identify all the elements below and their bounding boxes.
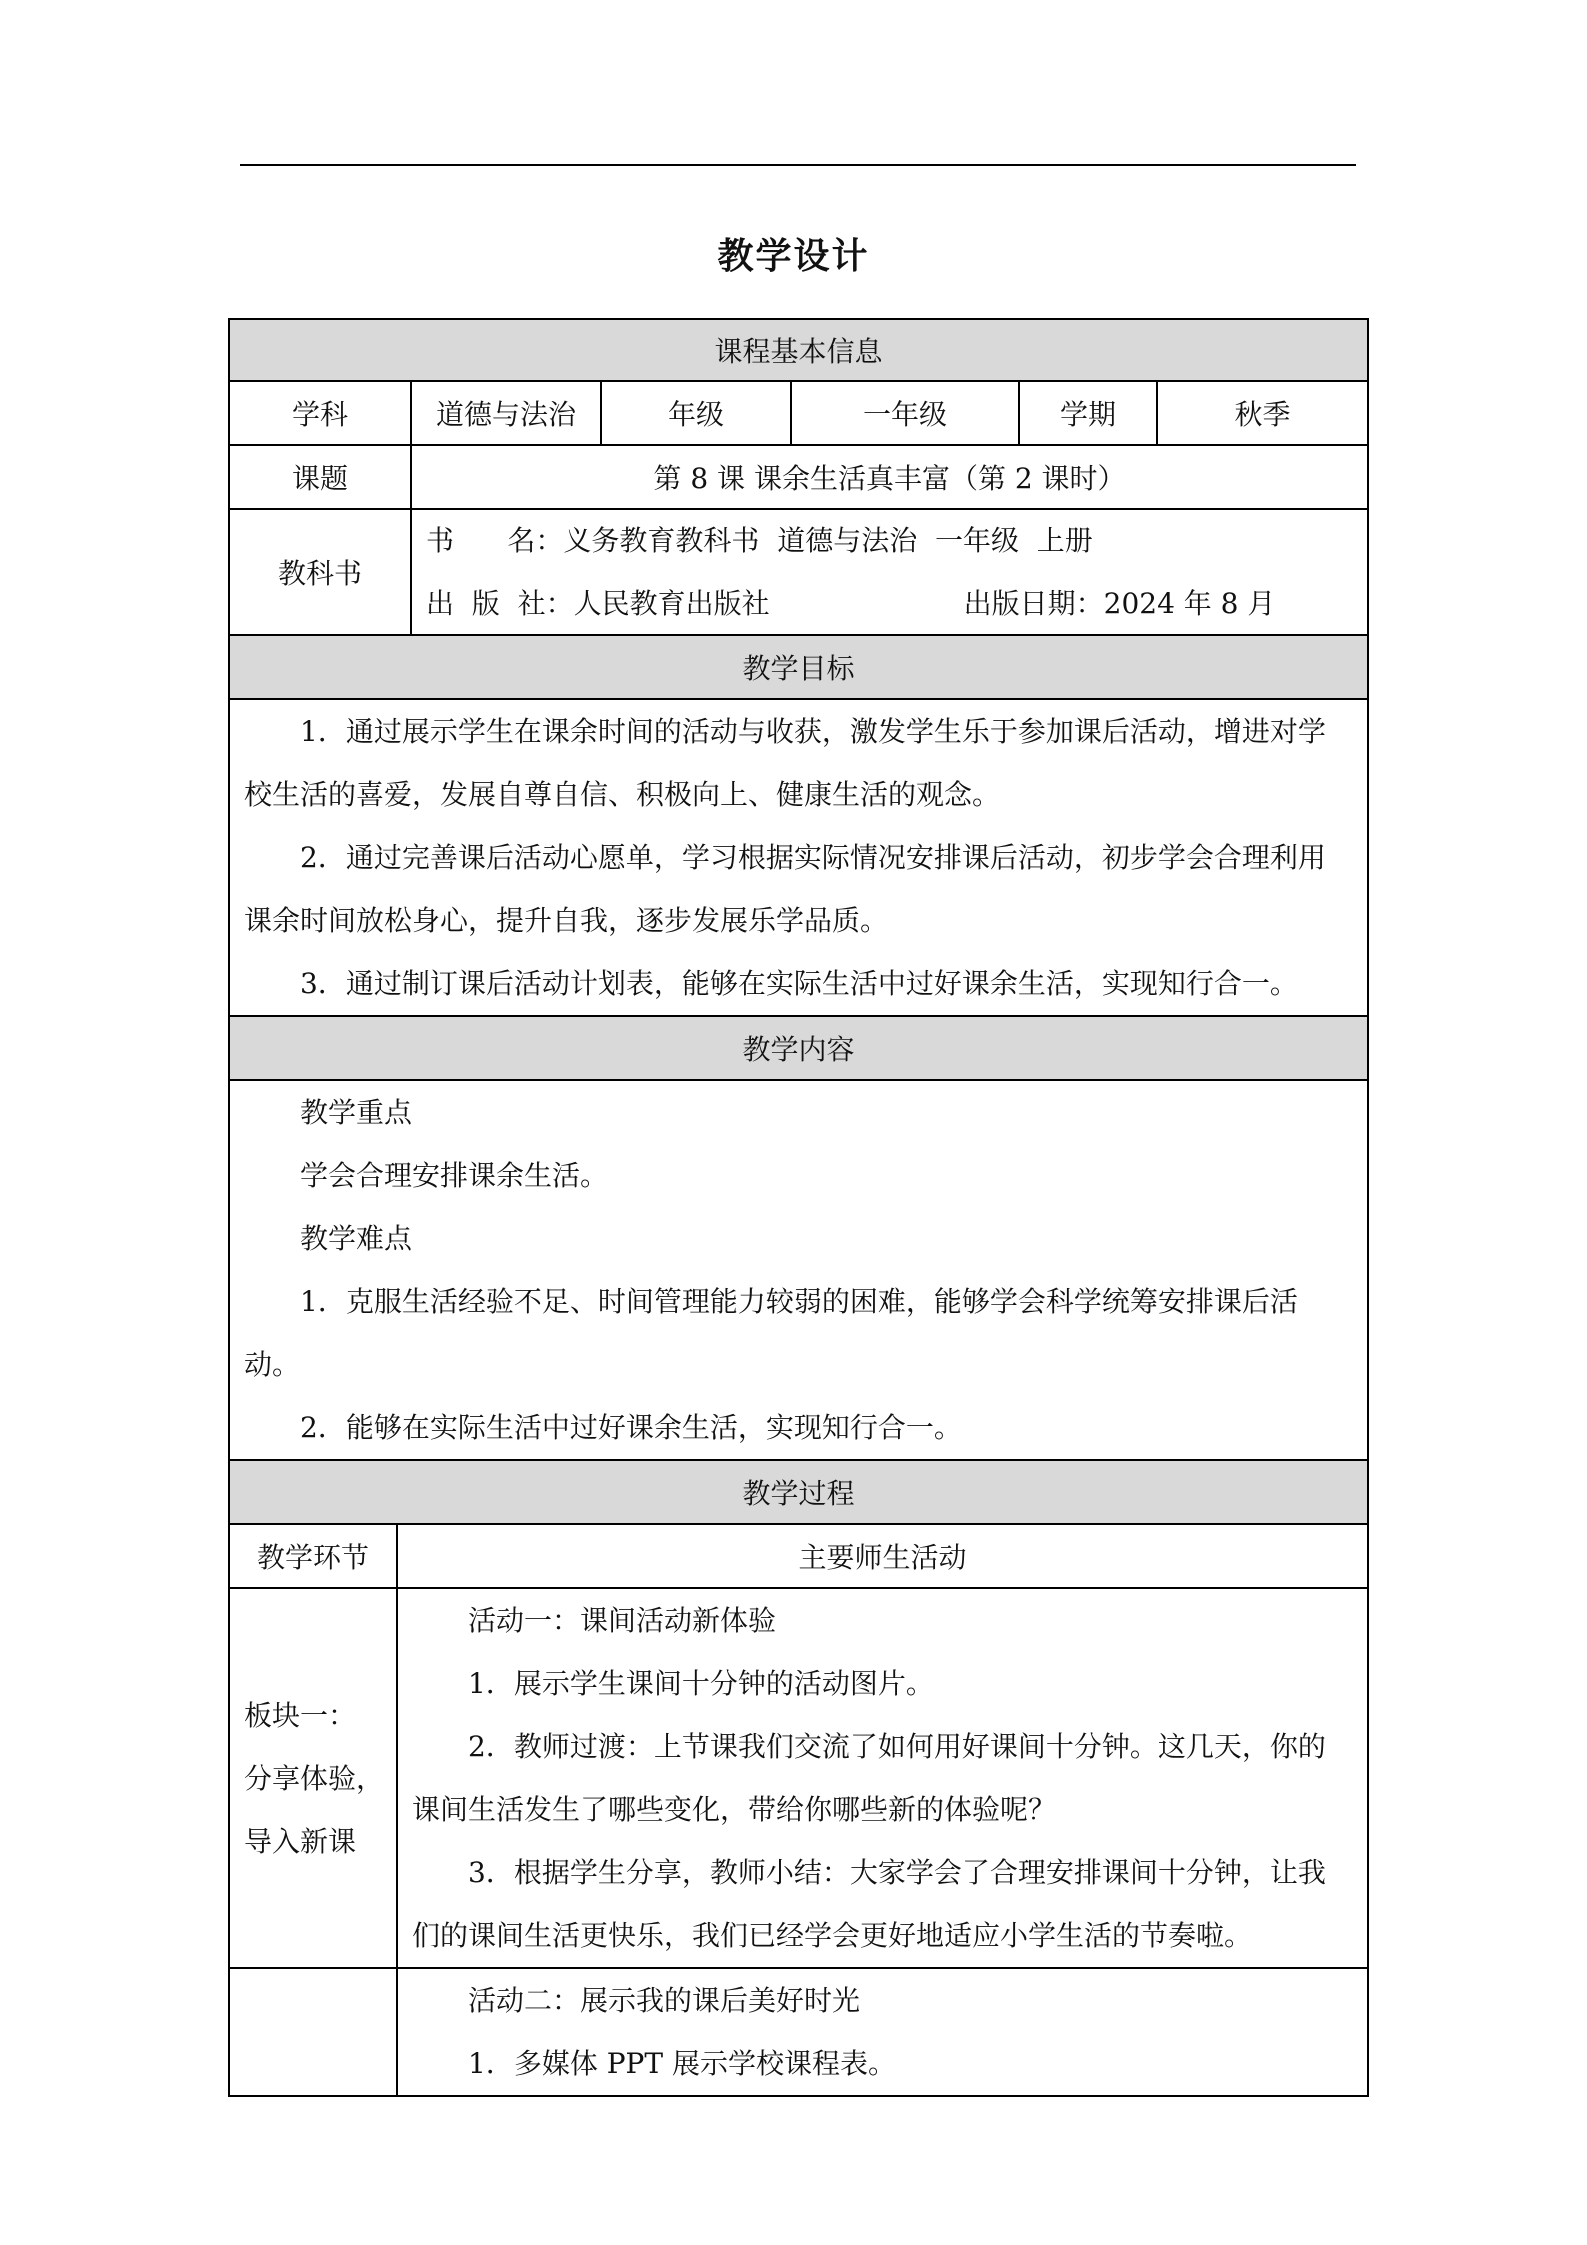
- activity-paragraph: 活动一：课间活动新体验: [468, 1604, 777, 1637]
- key-point-label: 教学重点: [300, 1096, 413, 1129]
- stage-line: 分享体验，: [244, 1761, 385, 1795]
- header-rule: [240, 164, 1356, 166]
- grade-value: 一年级: [790, 382, 1018, 444]
- course-info-header: 课程基本信息: [228, 318, 1369, 382]
- content-header: 教学内容: [228, 1017, 1369, 1081]
- textbook-label: 教科书: [277, 557, 362, 590]
- pub-date-label: 出版日期：: [963, 587, 1104, 620]
- textbook-row: [228, 510, 1369, 636]
- difficulty-item: 2．能够在实际生活中过好课余生活，实现知行合一。: [300, 1411, 962, 1444]
- topic-label: 课题: [291, 462, 348, 495]
- stage-line: 板块一：: [244, 1698, 357, 1732]
- activity-paragraph: 1．多媒体 PPT 展示学校课程表。: [468, 2047, 896, 2080]
- stage-column-header: 教学环节: [256, 1541, 369, 1574]
- book-name: 义务教育教科书 道德与法治 一年级 上册: [563, 524, 1093, 557]
- difficulty-item: 1．克服生活经验不足、时间管理能力较弱的困难，能够学会科学统筹安排课后活动。: [244, 1285, 1298, 1381]
- objective-item: 2．通过完善课后活动心愿单，学习根据实际情况安排课后活动，初步学会合理利用课余时间放松身心，提升自我，逐步发展乐学品质。: [244, 841, 1326, 937]
- objective-item: 3．通过制订课后活动计划表，能够在实际生活中过好课余生活，实现知行合一。: [300, 967, 1298, 1000]
- activity-column-header: 主要师生活动: [396, 1525, 1367, 1587]
- book-name-label: 书 名：: [426, 524, 564, 557]
- stage-cell: [230, 1589, 396, 1967]
- content-body: [228, 1081, 1369, 1461]
- pub-date: 2024 年 8 月: [1103, 587, 1276, 620]
- grade-label: 年级: [600, 382, 790, 444]
- publisher-label: 出 版 社：: [426, 587, 574, 620]
- subject-label: 学科: [291, 398, 348, 431]
- stage-cell: [230, 1969, 396, 2095]
- activity-paragraph: 3．根据学生分享，教师小结：大家学会了合理安排课间十分钟，让我们的课间生活更快乐，我们已经学会更好地适应小学生活的节奏啦。: [412, 1856, 1326, 1952]
- process-header: 教学过程: [228, 1461, 1369, 1525]
- activity-paragraph: 2．教师过渡：上节课我们交流了如何用好课间十分钟。这几天，你的课间生活发生了哪些变化，带给你哪些新的体验呢？: [412, 1730, 1326, 1826]
- activity-paragraph: 活动二：展示我的课后美好时光: [468, 1984, 861, 2017]
- objectives-header: 教学目标: [228, 636, 1369, 700]
- textbook-info: [410, 510, 1367, 634]
- process-block: [228, 1969, 1369, 2097]
- stage-line: 导入新课: [244, 1824, 357, 1858]
- objectives-body: [228, 700, 1369, 1017]
- publisher: 人民教育出版社: [573, 587, 770, 620]
- key-point-text: 学会合理安排课余生活。: [300, 1159, 609, 1192]
- topic-value: 第 8 课 课余生活真丰富（第 2 课时）: [410, 446, 1367, 508]
- book-name-line: [426, 509, 1093, 572]
- subject-row: [228, 382, 1369, 446]
- objective-item: 1．通过展示学生在课余时间的活动与收获，激发学生乐于参加课后活动，增进对学校生活的喜爱，发展自尊自信、积极向上、健康生活的观念。: [244, 715, 1326, 811]
- difficulty-label: 教学难点: [300, 1222, 413, 1255]
- subject-value: 道德与法治: [410, 382, 600, 444]
- activity-cell: [396, 1969, 1367, 2095]
- topic-row: [228, 446, 1369, 510]
- activity-cell: [396, 1589, 1367, 1967]
- publisher-line: [426, 572, 1275, 635]
- process-block: [228, 1589, 1369, 1969]
- term-label: 学期: [1018, 382, 1156, 444]
- process-columns: [228, 1525, 1369, 1589]
- document-title: 教学设计: [717, 235, 870, 277]
- lesson-plan-table: [228, 318, 1369, 2097]
- term-value: 秋季: [1156, 382, 1367, 444]
- activity-paragraph: 1．展示学生课间十分钟的活动图片。: [468, 1667, 934, 1700]
